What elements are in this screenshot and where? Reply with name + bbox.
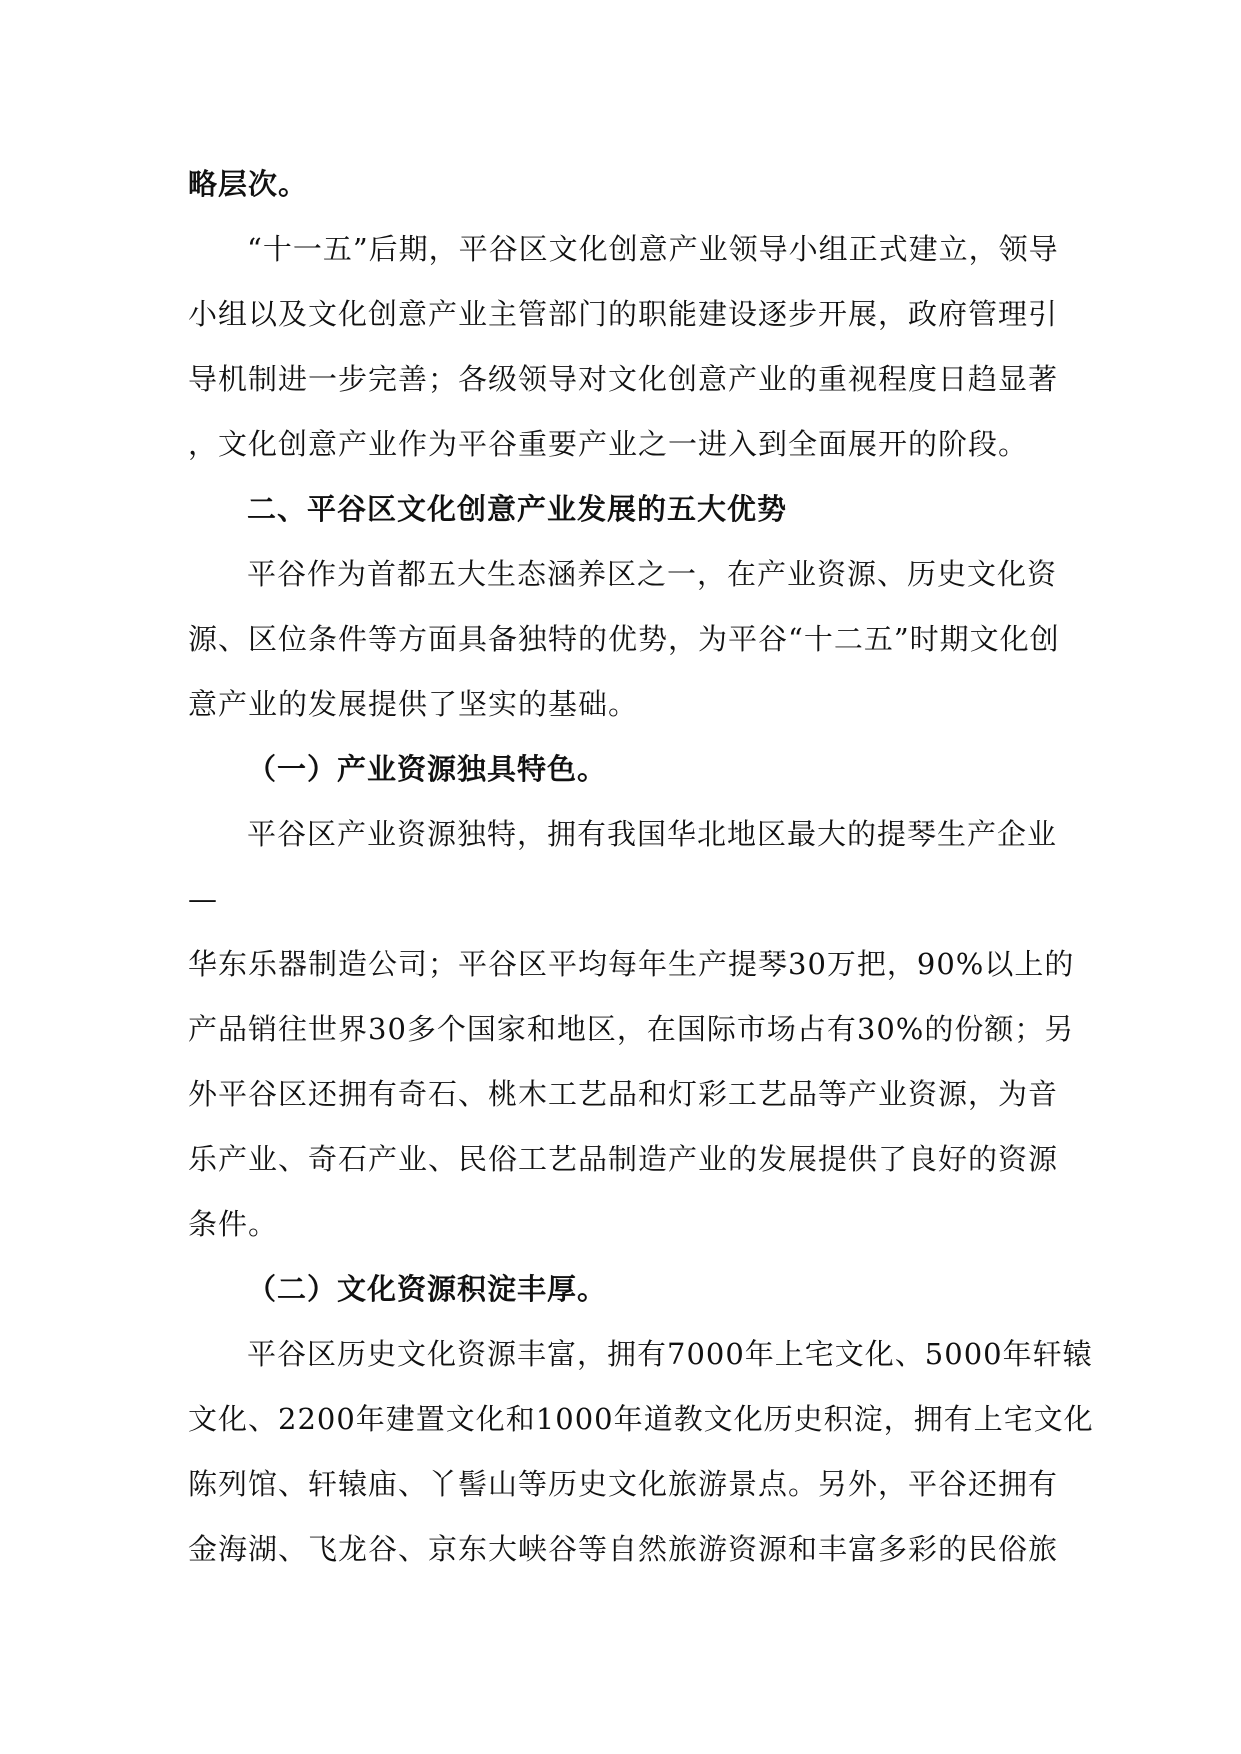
paragraph-line: “十一五”后期，平谷区文化创意产业领导小组正式建立，领导 bbox=[247, 232, 1059, 266]
paragraph-line: 产品销往世界30多个国家和地区，在国际市场占有30%的份额；另 bbox=[188, 1012, 1075, 1046]
paragraph-line: ，文化创意产业作为平谷重要产业之一进入到全面展开的阶段。 bbox=[188, 427, 1029, 461]
paragraph-line: — bbox=[188, 882, 218, 916]
paragraph-line: 华东乐器制造公司；平谷区平均每年生产提琴30万把，90%以上的 bbox=[188, 947, 1075, 981]
paragraph-line: 意产业的发展提供了坚实的基础。 bbox=[188, 687, 639, 721]
subsection-heading: （一）产业资源独具特色。 bbox=[247, 752, 608, 786]
paragraph-line: 源、区位条件等方面具备独特的优势，为平谷“十二五”时期文化创 bbox=[188, 622, 1060, 656]
paragraph-line: 金海湖、飞龙谷、京东大峡谷等自然旅游资源和丰富多彩的民俗旅 bbox=[188, 1532, 1059, 1566]
paragraph-line: 文化、2200年建置文化和1000年道教文化历史积淀，拥有上宅文化 bbox=[188, 1402, 1094, 1436]
paragraph-line: 陈列馆、轩辕庙、丫髻山等历史文化旅游景点。另外，平谷还拥有 bbox=[188, 1467, 1059, 1501]
paragraph-line: 略层次。 bbox=[188, 167, 309, 201]
paragraph-line: 平谷区历史文化资源丰富，拥有7000年上宅文化、5000年轩辕 bbox=[247, 1337, 1093, 1371]
paragraph-line: 外平谷区还拥有奇石、桃木工艺品和灯彩工艺品等产业资源，为音 bbox=[188, 1077, 1059, 1111]
section-heading: 二、平谷区文化创意产业发展的五大优势 bbox=[247, 492, 788, 526]
paragraph-line: 条件。 bbox=[188, 1207, 279, 1241]
paragraph-line: 导机制进一步完善；各级领导对文化创意产业的重视程度日趋显著 bbox=[188, 362, 1059, 396]
paragraph-line: 小组以及文化创意产业主管部门的职能建设逐步开展，政府管理引 bbox=[188, 297, 1059, 331]
paragraph-line: 乐产业、奇石产业、民俗工艺品制造产业的发展提供了良好的资源 bbox=[188, 1142, 1059, 1176]
subsection-heading: （二）文化资源积淀丰厚。 bbox=[247, 1272, 608, 1306]
paragraph-line: 平谷区产业资源独特，拥有我国华北地区最大的提琴生产企业 bbox=[247, 817, 1058, 851]
paragraph-line: 平谷作为首都五大生态涵养区之一，在产业资源、历史文化资 bbox=[247, 557, 1058, 591]
